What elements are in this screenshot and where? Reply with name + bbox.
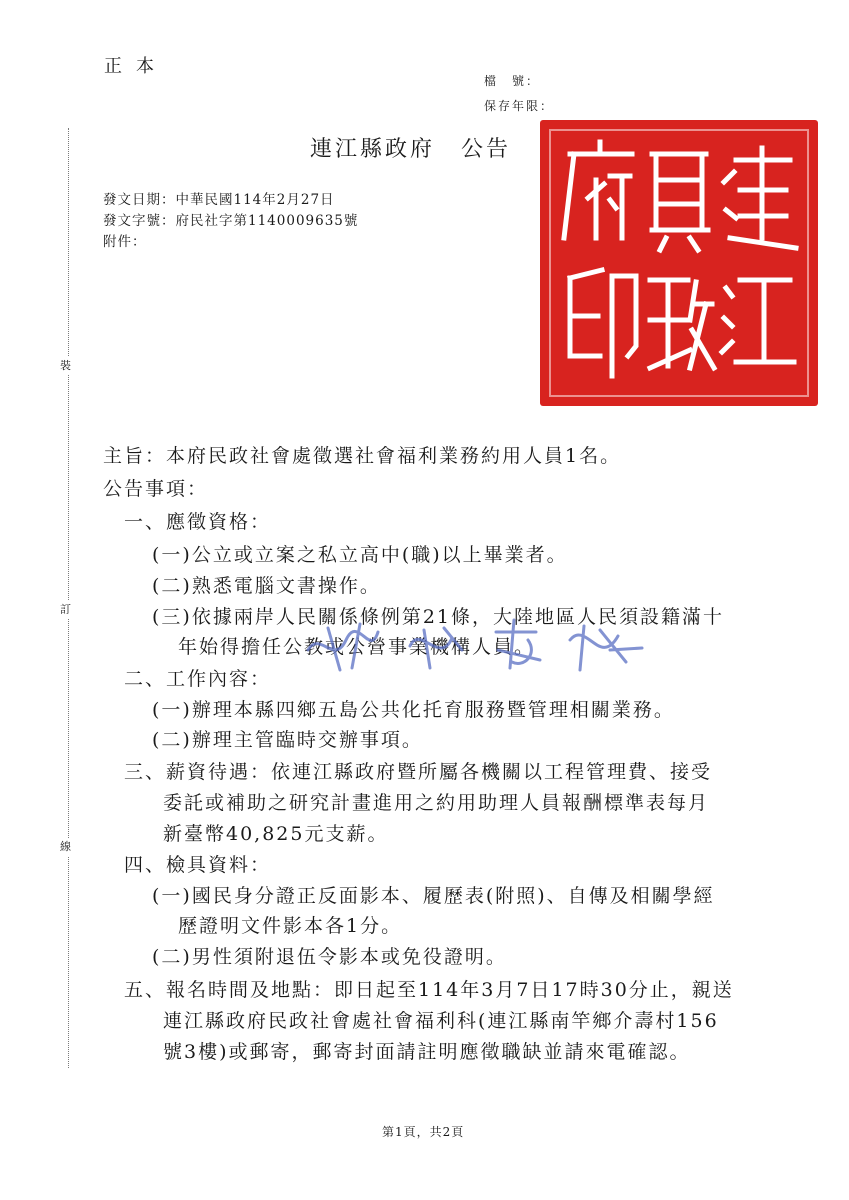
registration-line-3: 號3樓)或郵寄，郵寄封面請註明應徵職缺並請來電確認。 — [163, 1041, 691, 1063]
salary-line-3: 新臺幣40,825元支薪。 — [163, 823, 389, 845]
issue-date: 發文日期：中華民國114年2月27日 — [103, 192, 335, 208]
qualification-3-line-2: 年始得擔任公教或公營事業機構人員。 — [178, 636, 536, 658]
page-number: 第1頁，共2頁 — [382, 1125, 465, 1139]
seal-glyphs — [540, 120, 818, 406]
attachment-label: 附件： — [103, 234, 147, 250]
section-job-content: 二、工作內容： — [124, 668, 272, 690]
qualification-1: (一)公立或立案之私立高中(職)以上畢業者。 — [152, 544, 568, 566]
items-heading: 公告事項： — [103, 478, 209, 500]
registration-line-1: 五、報名時間及地點：即日起至114年3月7日17時30分止，親送 — [124, 979, 734, 1001]
official-seal — [540, 120, 818, 406]
section-qualifications: 一、應徵資格： — [124, 511, 272, 533]
archive-number-label: 檔 號： — [484, 74, 541, 88]
document-1-line-2: 歷證明文件影本各1分。 — [178, 915, 403, 937]
copy-mark: 正本 — [104, 56, 168, 77]
binding-char-mount: 裝 — [60, 357, 71, 375]
section-documents: 四、檢具資料： — [124, 854, 272, 876]
document-type: 公告 — [461, 137, 512, 162]
blue-signature-stamp — [300, 610, 680, 680]
salary-line-2: 委託或補助之研究計畫進用之約用助理人員報酬標準表每月 — [163, 792, 710, 814]
binding-line — [68, 128, 69, 1068]
qualification-2: (二)熟悉電腦文書操作。 — [152, 575, 381, 597]
salary-line-1: 三、薪資待遇：依連江縣政府暨所屬各機關以工程管理費、接受 — [124, 761, 713, 783]
retention-period-label: 保存年限： — [484, 99, 555, 113]
binding-char-line: 線 — [60, 838, 71, 856]
document-2: (二)男性須附退伍令影本或免役證明。 — [152, 946, 507, 968]
agency-name: 連江縣政府 — [310, 137, 436, 162]
subject-line: 主旨：本府民政社會處徵選社會福利業務約用人員1名。 — [103, 445, 622, 467]
document-title — [310, 132, 511, 163]
job-content-2: (二)辦理主管臨時交辦事項。 — [152, 729, 423, 751]
document-1-line-1: (一)國民身分證正反面影本、履歷表(附照)、自傳及相關學經 — [152, 885, 715, 907]
qualification-3-line-1: (三)依據兩岸人民關係條例第21條，大陸地區人民須設籍滿十 — [152, 606, 725, 628]
job-content-1: (一)辦理本縣四鄉五島公共化托育服務暨管理相關業務。 — [152, 699, 675, 721]
registration-line-2: 連江縣政府民政社會處社會福利科(連江縣南竿鄉介壽村156 — [163, 1010, 719, 1032]
binding-char-staple: 訂 — [60, 601, 71, 619]
issue-number: 發文字號：府民社字第1140009635號 — [103, 213, 359, 229]
